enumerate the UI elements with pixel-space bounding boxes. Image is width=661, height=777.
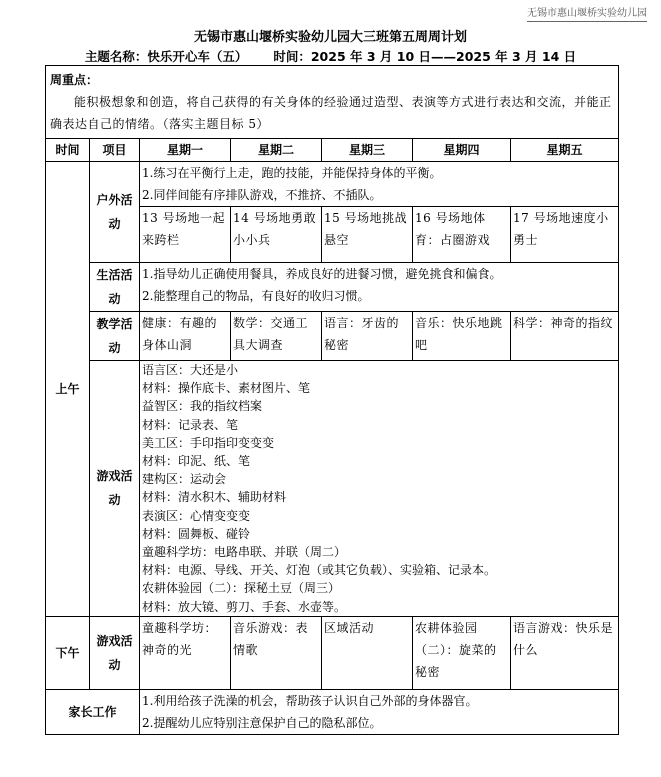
outdoor-monday: 13 号场地一起来跨栏	[140, 207, 231, 263]
afternoon-tuesday: 音乐游戏：表情歌	[231, 616, 322, 689]
outdoor-notes	[140, 162, 619, 207]
life-row	[46, 263, 619, 312]
games-line: 材料：圆舞板、碰铃	[142, 526, 251, 541]
afternoon-monday: 童趣科学坊：神奇的光	[140, 616, 231, 689]
games-line: 益智区：我的指纹档案	[142, 399, 263, 414]
table-header-row	[46, 139, 619, 162]
col-header-wednesday: 星期三	[322, 139, 413, 162]
col-header-tuesday: 星期二	[231, 139, 322, 162]
games-row	[46, 361, 619, 617]
games-line: 美工区：手印指印变变变	[142, 435, 275, 450]
outdoor-wednesday: 15 号场地挑战悬空	[322, 207, 413, 263]
col-header-thursday: 星期四	[413, 139, 511, 162]
outdoor-tuesday: 14 号场地勇敢小小兵	[231, 207, 322, 263]
teaching-tuesday: 数学：交通工具大调查	[231, 312, 322, 361]
parents-label: 家长工作	[46, 689, 140, 734]
games-label: 游戏活动	[90, 361, 140, 617]
outdoor-thursday: 16 号场地体育：占圈游戏	[413, 207, 511, 263]
games-line: 材料：操作底卡、素材图片、笔	[142, 381, 311, 396]
games-line: 材料：电源、导线、开关、灯泡（或其它负载）、实验箱、记录本。	[142, 563, 497, 578]
focus-text: 能积极想象和创造，将自己获得的有关身体的经验通过造型、表演等方式进行表达和交流，并能正确表达自己的情绪。（落实主题目标 5）	[50, 95, 612, 131]
col-header-item: 项目	[90, 139, 140, 162]
page-title: 无锡市惠山堰桥实验幼儿园大三班第五周周计划	[193, 30, 467, 45]
page-header-text: 无锡市惠山堰桥实验幼儿园	[527, 4, 647, 22]
date-range: 时间：2025 年 3 月 10 日——2025 年 3 月 14 日	[273, 49, 577, 64]
teaching-thursday: 音乐：快乐地跳吧	[413, 312, 511, 361]
afternoon-wednesday: 区域活动	[322, 616, 413, 689]
games-line: 材料：记录表、笔	[142, 417, 239, 432]
parents-note: 2.提醒幼儿应特别注意保护自己的隐私部位。	[142, 715, 382, 730]
afternoon-row	[46, 616, 619, 689]
theme-name: 主题名称：快乐开心车（五）	[84, 49, 248, 64]
morning-label: 上午	[46, 162, 90, 617]
teaching-row	[46, 312, 619, 361]
games-line: 建构区：运动会	[142, 472, 227, 487]
teaching-friday: 科学：神奇的指纹	[511, 312, 619, 361]
weekly-focus	[46, 66, 619, 139]
teaching-wednesday: 语言：牙齿的秘密	[322, 312, 413, 361]
weekly-plan-table	[45, 65, 619, 735]
teaching-monday: 健康：有趣的身体山洞	[140, 312, 231, 361]
outdoor-note: 1.练习在平衡行上走，跑的技能，并能保持身体的平衡。	[142, 166, 442, 180]
col-header-friday: 星期五	[511, 139, 619, 162]
afternoon-friday: 语言游戏：快乐是什么	[511, 616, 619, 689]
games-line: 材料：印泥、纸、笔	[142, 454, 251, 469]
games-list	[140, 361, 619, 617]
outdoor-friday: 17 号场地速度小勇士	[511, 207, 619, 263]
life-notes	[140, 263, 619, 312]
games-line: 材料：清水积木、辅助材料	[142, 490, 287, 505]
weekly-focus-row	[46, 66, 619, 139]
subtitle-line	[0, 47, 661, 65]
parents-notes	[140, 689, 619, 734]
life-label: 生活活动	[90, 263, 140, 312]
outdoor-notes-row	[46, 162, 619, 207]
afternoon-thursday: 农耕体验园（二）：旋菜的秘密	[413, 616, 511, 689]
col-header-time: 时间	[46, 139, 90, 162]
afternoon-label: 下午	[46, 616, 90, 689]
games-line: 表演区：心情变变变	[142, 508, 251, 523]
parents-row	[46, 689, 619, 734]
games-line: 语言区：大还是小	[142, 363, 239, 377]
col-header-monday: 星期一	[140, 139, 231, 162]
life-note: 1.指导幼儿正确使用餐具，养成良好的进餐习惯，避免挑食和偏食。	[142, 267, 502, 281]
games-line: 农耕体验园（二）：探秘土豆（周三）	[142, 581, 341, 596]
parents-note: 1.利用给孩子洗澡的机会，帮助孩子认识自己外部的身体器官。	[142, 693, 478, 708]
games-line: 童趣科学坊：电路串联、并联（周二）	[142, 545, 347, 560]
teaching-label: 教学活动	[90, 312, 140, 361]
life-note: 2.能整理自己的物品，有良好的收归习惯。	[142, 289, 370, 303]
afternoon-games-label: 游戏活动	[90, 616, 140, 689]
games-line: 材料：放大镜、剪刀、手套、水壶等。	[142, 599, 347, 614]
outdoor-label: 户外活动	[90, 162, 140, 263]
outdoor-note: 2.同伴间能有序排队游戏，不推挤、不插队。	[142, 188, 382, 202]
focus-label: 周重点：	[50, 73, 99, 87]
